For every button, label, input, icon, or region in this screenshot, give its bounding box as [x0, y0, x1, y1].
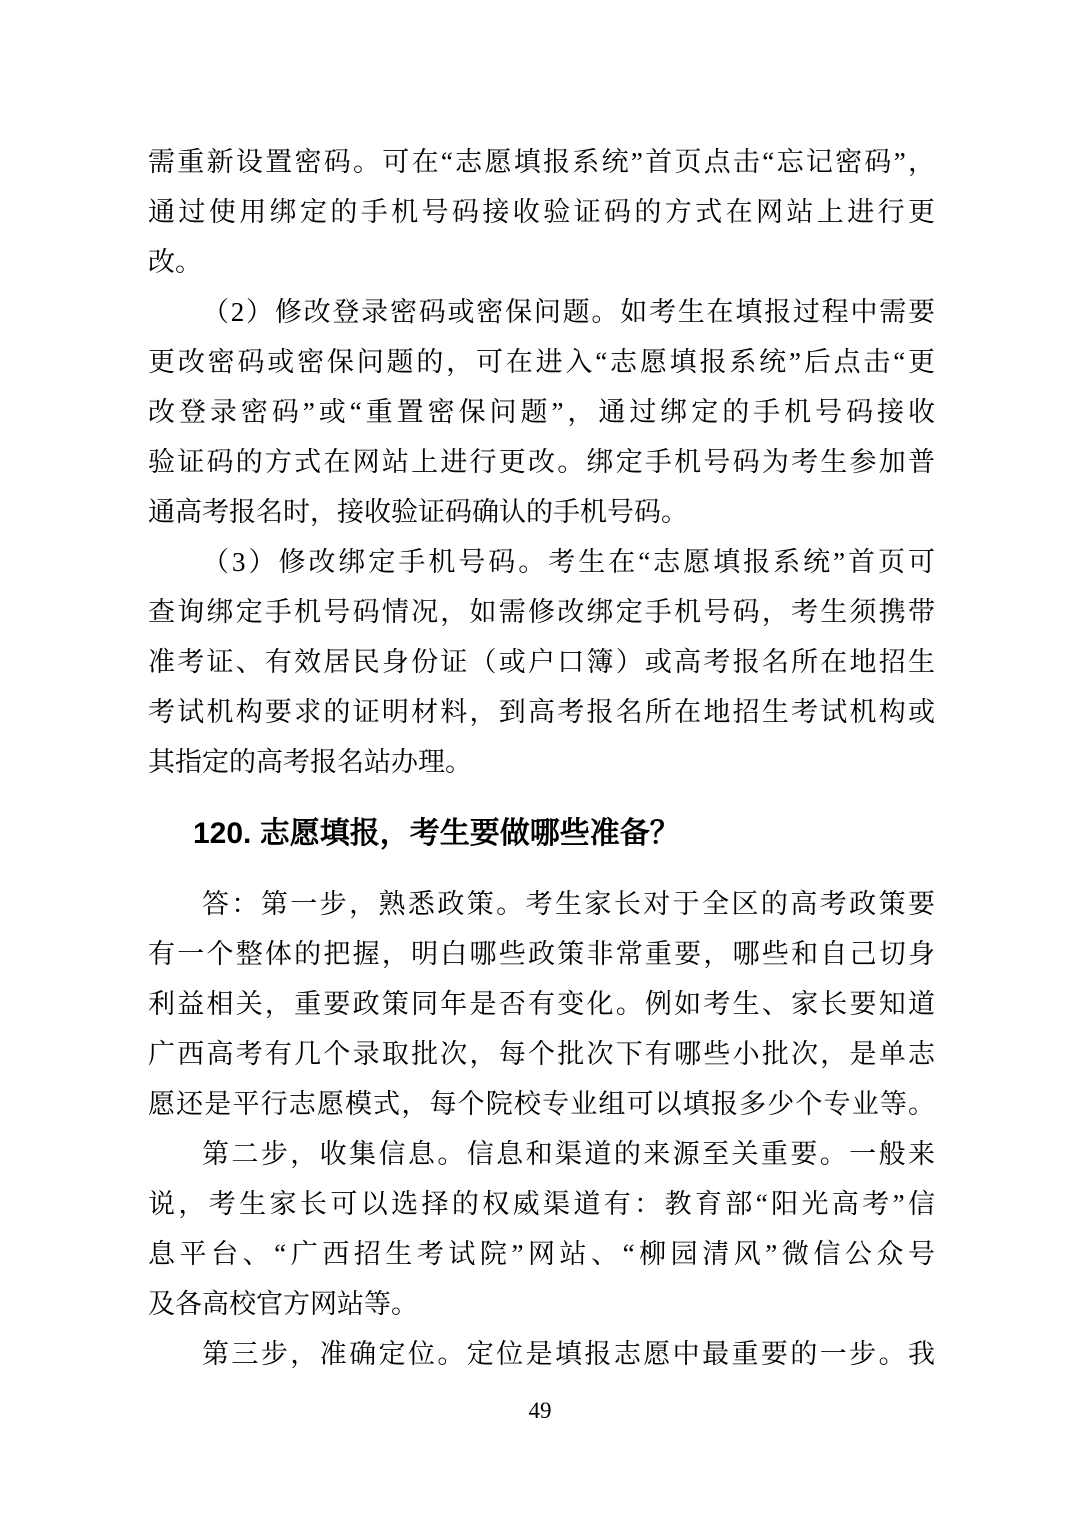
text-line: 其指定的高考报名站办理。 — [148, 747, 472, 777]
text-line: 愿还是平行志愿模式，每个院校专业组可以填报多少个专业等。 — [148, 1089, 935, 1119]
text-paragraph — [148, 537, 935, 787]
question-heading: 120. 志愿填报，考生要做哪些准备？ — [193, 817, 680, 850]
text-line: 有一个整体的把握，明白哪些政策非常重要，哪些和自己切身 — [148, 939, 935, 969]
text-line: （2）修改登录密码或密保问题。如考生在填报过程中需要 — [202, 297, 935, 327]
text-paragraph — [148, 1329, 935, 1379]
page-number: 49 — [528, 1398, 552, 1423]
text-line: 需重新设置密码。可在“志愿填报系统”首页点击“忘记密码”， — [148, 147, 935, 177]
text-paragraph — [148, 879, 935, 1129]
text-line: 准考证、有效居民身份证（或户口簿）或高考报名所在地招生 — [148, 647, 935, 677]
text-line: 通过使用绑定的手机号码接收验证码的方式在网站上进行更 — [148, 197, 935, 227]
document-content — [148, 137, 935, 1379]
text-line: 改登录密码”或“重置密保问题”，通过绑定的手机号码接收 — [148, 397, 935, 427]
text-line: 验证码的方式在网站上进行更改。绑定手机号码为考生参加普 — [148, 447, 935, 477]
text-line: 改。 — [148, 247, 202, 277]
text-line: 及各高校官方网站等。 — [148, 1289, 418, 1319]
text-paragraph — [148, 137, 935, 287]
text-line: 答：第一步，熟悉政策。考生家长对于全区的高考政策要 — [202, 889, 935, 919]
text-line: 息平台、“广西招生考试院”网站、“柳园清风”微信公众号 — [148, 1239, 935, 1269]
text-paragraph — [148, 287, 935, 537]
text-line: 考试机构要求的证明材料，到高考报名所在地招生考试机构或 — [148, 697, 935, 727]
text-line: 广西高考有几个录取批次，每个批次下有哪些小批次，是单志 — [148, 1039, 935, 1069]
text-paragraph — [148, 1129, 935, 1329]
text-line: 通高考报名时，接收验证码确认的手机号码。 — [148, 497, 688, 527]
text-line: 查询绑定手机号码情况，如需修改绑定手机号码，考生须携带 — [148, 597, 935, 627]
text-line: 第三步，准确定位。定位是填报志愿中最重要的一步。我 — [202, 1339, 935, 1369]
text-line: 第二步，收集信息。信息和渠道的来源至关重要。一般来 — [202, 1139, 935, 1169]
text-line: 说，考生家长可以选择的权威渠道有：教育部“阳光高考”信 — [148, 1189, 935, 1219]
text-line: 利益相关，重要政策同年是否有变化。例如考生、家长要知道 — [148, 989, 935, 1019]
text-line: （3）修改绑定手机号码。考生在“志愿填报系统”首页可 — [202, 547, 935, 577]
text-line: 更改密码或密保问题的，可在进入“志愿填报系统”后点击“更 — [148, 347, 935, 377]
